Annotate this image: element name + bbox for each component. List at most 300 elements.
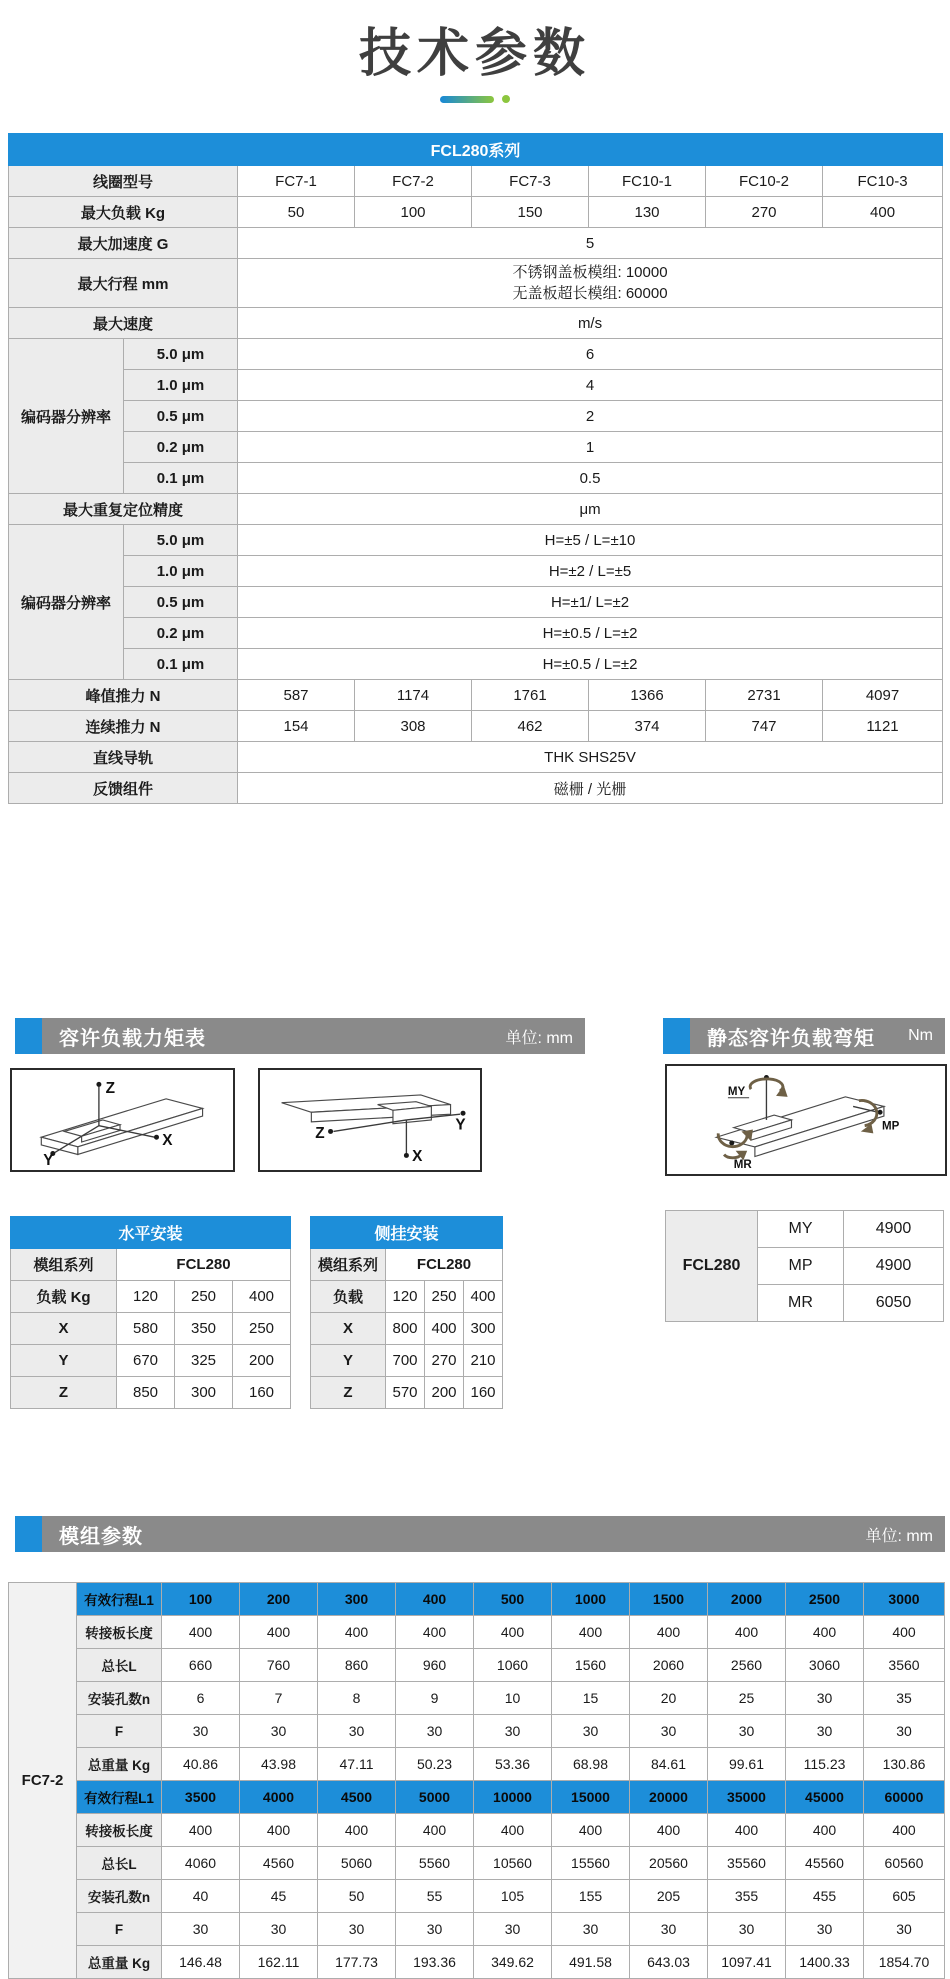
continuous-force-cell: 154 [238, 711, 355, 742]
hole-count-cell: 25 [708, 1682, 786, 1715]
hole-count-cell: 30 [786, 1682, 864, 1715]
stroke-value-cell: 2500 [786, 1583, 864, 1616]
side-table-title: 侧挂安装 [311, 1217, 503, 1249]
weight-value-cell: 491.58 [552, 1946, 630, 1979]
row-label-load: 负载 Kg [11, 1281, 117, 1313]
gradient-bar-icon [440, 96, 494, 103]
load-moment-unit-label: 单位: mm [505, 1029, 573, 1047]
weight-value-cell: 146.48 [162, 1946, 240, 1979]
series-value: FCL280 [117, 1249, 291, 1281]
adapter-length-cell: 400 [318, 1616, 396, 1649]
spec-row-cont-force [9, 711, 943, 742]
max-stroke-line1: 不锈钢盖板模组: 10000 [512, 264, 668, 282]
f-value-cell: 30 [630, 1715, 708, 1748]
row-label-y: Y [11, 1345, 117, 1377]
horizontal-install-table [10, 1216, 291, 1409]
side-row-z [311, 1377, 503, 1409]
side-series-row [311, 1249, 503, 1281]
weight-value-cell: 84.61 [630, 1748, 708, 1781]
spec-row-enc-speed-4 [9, 463, 943, 494]
max-accel-value: 5 [238, 228, 943, 259]
spec-row-feedback [9, 773, 943, 804]
weight-value-cell: 177.73 [318, 1946, 396, 1979]
adapter-length-cell: 400 [162, 1616, 240, 1649]
module-unit-label: 单位: mm [865, 1527, 933, 1545]
module-row-f-b [9, 1913, 945, 1946]
spec-row-repeatability [9, 494, 943, 525]
side-mount-diagram [258, 1068, 482, 1172]
module-row-stroke-b [9, 1781, 945, 1814]
hole-count-cell: 6 [162, 1682, 240, 1715]
enc-sub-label: 0.2 μm [124, 618, 238, 649]
stroke-value-cell: 2000 [708, 1583, 786, 1616]
total-length-cell: 3560 [864, 1649, 945, 1682]
static-series-cell: FCL280 [666, 1211, 758, 1322]
axis-label-y: Y [43, 1152, 54, 1167]
row-label-x: X [11, 1313, 117, 1345]
z-value-cell: 160 [464, 1377, 503, 1409]
total-length-cell: 1060 [474, 1649, 552, 1682]
axis-label-x: X [412, 1148, 423, 1166]
peak-force-cell: 1174 [355, 680, 472, 711]
hole-count-cell: 455 [786, 1880, 864, 1913]
series-label: 模组系列 [311, 1249, 386, 1281]
z-value-cell: 300 [175, 1377, 233, 1409]
enc-speed-value: 2 [238, 401, 943, 432]
total-length-cell: 860 [318, 1649, 396, 1682]
total-length-cell: 10560 [474, 1847, 552, 1880]
spec-series-title: FCL280系列 [9, 134, 943, 166]
load-value-cell: 250 [425, 1281, 464, 1313]
coil-model-cell: FC7-3 [472, 166, 589, 197]
row-label-f: F [77, 1913, 162, 1946]
hole-count-cell: 7 [240, 1682, 318, 1715]
stroke-value-cell: 4500 [318, 1781, 396, 1814]
moment-value-cell: 6050 [844, 1285, 944, 1322]
adapter-length-cell: 400 [396, 1814, 474, 1847]
moment-label-my: MY [727, 1086, 746, 1099]
peak-force-cell: 4097 [823, 680, 943, 711]
f-value-cell: 30 [396, 1913, 474, 1946]
green-dot-icon [502, 95, 510, 103]
horizontal-row-x [11, 1313, 291, 1345]
peak-force-cell: 1761 [472, 680, 589, 711]
peak-force-cell: 1366 [589, 680, 706, 711]
load-moment-section-bar [15, 1018, 585, 1054]
x-value-cell: 250 [233, 1313, 291, 1345]
f-value-cell: 30 [474, 1913, 552, 1946]
weight-value-cell: 162.11 [240, 1946, 318, 1979]
module-row-stroke-a [9, 1583, 945, 1616]
weight-value-cell: 68.98 [552, 1748, 630, 1781]
total-length-cell: 760 [240, 1649, 318, 1682]
adapter-length-cell: 400 [552, 1814, 630, 1847]
f-value-cell: 30 [864, 1715, 945, 1748]
stroke-value-cell: 100 [162, 1583, 240, 1616]
moment-name-cell: MR [758, 1285, 844, 1322]
hole-count-cell: 55 [396, 1880, 474, 1913]
module-row-weight-a [9, 1748, 945, 1781]
enc-sub-label: 0.1 μm [124, 463, 238, 494]
row-label-y: Y [311, 1345, 386, 1377]
enc-precision-value: H=±0.5 / L=±2 [238, 649, 943, 680]
static-moment-section-bar [663, 1018, 945, 1054]
hole-count-cell: 105 [474, 1880, 552, 1913]
adapter-length-cell: 400 [318, 1814, 396, 1847]
load-value-cell: 120 [117, 1281, 175, 1313]
continuous-force-cell: 462 [472, 711, 589, 742]
x-value-cell: 400 [425, 1313, 464, 1345]
load-moment-section-title: 容许负载力矩表 [59, 1027, 206, 1050]
hole-count-cell: 605 [864, 1880, 945, 1913]
feedback-value: 磁栅 / 光栅 [238, 773, 943, 804]
section-accent-square-icon [15, 1516, 42, 1552]
enc-sub-label: 0.5 μm [124, 401, 238, 432]
y-value-cell: 325 [175, 1345, 233, 1377]
stroke-value-cell: 60000 [864, 1781, 945, 1814]
module-row-adapter-a [9, 1616, 945, 1649]
spec-row-max-speed [9, 308, 943, 339]
stroke-value-cell: 3000 [864, 1583, 945, 1616]
moment-value-cell: 4900 [844, 1248, 944, 1285]
total-length-cell: 60560 [864, 1847, 945, 1880]
total-length-cell: 15560 [552, 1847, 630, 1880]
f-value-cell: 30 [786, 1715, 864, 1748]
module-parameters-table [8, 1582, 945, 1979]
continuous-force-cell: 308 [355, 711, 472, 742]
y-value-cell: 670 [117, 1345, 175, 1377]
row-label-max-stroke: 最大行程 mm [9, 259, 238, 308]
weight-value-cell: 1097.41 [708, 1946, 786, 1979]
row-label-rail: 直线导轨 [9, 742, 238, 773]
total-length-cell: 20560 [630, 1847, 708, 1880]
static-moment-diagram [665, 1064, 947, 1176]
row-label-stroke: 有效行程L1 [77, 1781, 162, 1814]
stroke-value-cell: 20000 [630, 1781, 708, 1814]
y-value-cell: 210 [464, 1345, 503, 1377]
weight-value-cell: 349.62 [474, 1946, 552, 1979]
module-row-f-a [9, 1715, 945, 1748]
y-value-cell: 200 [233, 1345, 291, 1377]
x-value-cell: 580 [117, 1313, 175, 1345]
coil-model-cell: FC7-2 [355, 166, 472, 197]
weight-value-cell: 43.98 [240, 1748, 318, 1781]
row-label-max-load: 最大负载 Kg [9, 197, 238, 228]
weight-value-cell: 40.86 [162, 1748, 240, 1781]
adapter-length-cell: 400 [474, 1616, 552, 1649]
hole-count-cell: 20 [630, 1682, 708, 1715]
section-accent-square-icon [663, 1018, 690, 1054]
f-value-cell: 30 [162, 1913, 240, 1946]
module-row-holes-b [9, 1880, 945, 1913]
load-value-cell: 400 [233, 1281, 291, 1313]
row-label-weight: 总重量 Kg [77, 1946, 162, 1979]
stroke-value-cell: 500 [474, 1583, 552, 1616]
enc-sub-label: 0.5 μm [124, 587, 238, 618]
f-value-cell: 30 [240, 1715, 318, 1748]
spec-row-enc-prec-1 [9, 556, 943, 587]
x-value-cell: 300 [464, 1313, 503, 1345]
side-table-header-row [311, 1217, 503, 1249]
horizontal-table-header-row [11, 1217, 291, 1249]
z-value-cell: 160 [233, 1377, 291, 1409]
hole-count-cell: 8 [318, 1682, 396, 1715]
row-label-max-accel: 最大加速度 G [9, 228, 238, 259]
row-label-f: F [77, 1715, 162, 1748]
x-value-cell: 800 [386, 1313, 425, 1345]
module-row-total-a [9, 1649, 945, 1682]
total-length-cell: 2560 [708, 1649, 786, 1682]
row-label-weight: 总重量 Kg [77, 1748, 162, 1781]
enc-sub-label: 0.1 μm [124, 649, 238, 680]
enc-precision-value: H=±1/ L=±2 [238, 587, 943, 618]
moment-label-mp: MP [882, 1120, 900, 1133]
total-length-cell: 35560 [708, 1847, 786, 1880]
row-label-repeatability: 最大重复定位精度 [9, 494, 238, 525]
adapter-length-cell: 400 [708, 1814, 786, 1847]
horizontal-series-row [11, 1249, 291, 1281]
stroke-value-cell: 15000 [552, 1781, 630, 1814]
series-value: FCL280 [386, 1249, 503, 1281]
module-row-adapter-b [9, 1814, 945, 1847]
static-row-my [666, 1211, 944, 1248]
total-length-cell: 960 [396, 1649, 474, 1682]
spec-row-enc-prec-3 [9, 618, 943, 649]
stroke-value-cell: 1500 [630, 1583, 708, 1616]
f-value-cell: 30 [708, 1913, 786, 1946]
hole-count-cell: 15 [552, 1682, 630, 1715]
max-stroke-line2: 无盖板超长模组: 60000 [512, 285, 668, 303]
row-label-adapter: 转接板长度 [77, 1814, 162, 1847]
stroke-value-cell: 1000 [552, 1583, 630, 1616]
stroke-value-cell: 200 [240, 1583, 318, 1616]
weight-value-cell: 1854.70 [864, 1946, 945, 1979]
enc-speed-value: 6 [238, 339, 943, 370]
max-load-cell: 150 [472, 197, 589, 228]
enc-speed-value: 1 [238, 432, 943, 463]
spec-row-enc-speed-3 [9, 432, 943, 463]
load-value-cell: 250 [175, 1281, 233, 1313]
spec-row-enc-speed-0 [9, 339, 943, 370]
spec-row-peak-force [9, 680, 943, 711]
enc-precision-value: H=±5 / L=±10 [238, 525, 943, 556]
load-value-cell: 120 [386, 1281, 425, 1313]
stroke-value-cell: 10000 [474, 1781, 552, 1814]
max-stroke-value [238, 259, 943, 308]
enc-sub-label: 1.0 μm [124, 556, 238, 587]
static-moment-unit-label: Nm [908, 1027, 933, 1045]
adapter-length-cell: 400 [630, 1814, 708, 1847]
f-value-cell: 30 [162, 1715, 240, 1748]
repeatability-value: μm [238, 494, 943, 525]
static-moment-table [665, 1210, 944, 1322]
row-label-total-length: 总长L [77, 1847, 162, 1880]
spec-table [8, 133, 943, 804]
moment-value-cell: 4900 [844, 1211, 944, 1248]
enc-sub-label: 5.0 μm [124, 525, 238, 556]
max-load-cell: 50 [238, 197, 355, 228]
y-value-cell: 270 [425, 1345, 464, 1377]
weight-value-cell: 115.23 [786, 1748, 864, 1781]
enc-sub-label: 5.0 μm [124, 339, 238, 370]
module-section-title: 模组参数 [59, 1525, 143, 1548]
rail-value: THK SHS25V [238, 742, 943, 773]
spec-row-coil-model [9, 166, 943, 197]
module-section-bar [15, 1516, 945, 1552]
hole-count-cell: 355 [708, 1880, 786, 1913]
weight-value-cell: 99.61 [708, 1748, 786, 1781]
y-value-cell: 700 [386, 1345, 425, 1377]
adapter-length-cell: 400 [552, 1616, 630, 1649]
module-row-weight-b [9, 1946, 945, 1979]
f-value-cell: 30 [630, 1913, 708, 1946]
row-label-feedback: 反馈组件 [9, 773, 238, 804]
hole-count-cell: 35 [864, 1682, 945, 1715]
spec-row-rail [9, 742, 943, 773]
axis-label-x: X [162, 1132, 173, 1150]
axis-label-z: Z [315, 1125, 325, 1143]
weight-value-cell: 643.03 [630, 1946, 708, 1979]
weight-value-cell: 193.36 [396, 1946, 474, 1979]
load-moment-section [0, 1018, 950, 1406]
enc-precision-value: H=±0.5 / L=±2 [238, 618, 943, 649]
hole-count-cell: 50 [318, 1880, 396, 1913]
max-load-cell: 270 [706, 197, 823, 228]
max-load-cell: 130 [589, 197, 706, 228]
z-value-cell: 570 [386, 1377, 425, 1409]
adapter-length-cell: 400 [240, 1616, 318, 1649]
rail-axes-zyx-icon [260, 1070, 476, 1166]
row-label-z: Z [11, 1377, 117, 1409]
continuous-force-cell: 1121 [823, 711, 943, 742]
adapter-length-cell: 400 [786, 1814, 864, 1847]
moment-label-mr: MR [733, 1159, 752, 1171]
total-length-cell: 4060 [162, 1847, 240, 1880]
side-row-x [311, 1313, 503, 1345]
stroke-value-cell: 5000 [396, 1781, 474, 1814]
static-moment-section-title: 静态容许负载弯矩 [707, 1027, 875, 1050]
row-label-adapter: 转接板长度 [77, 1616, 162, 1649]
enc-speed-value: 4 [238, 370, 943, 401]
spec-row-max-accel [9, 228, 943, 259]
z-value-cell: 200 [425, 1377, 464, 1409]
rail-moments-my-mp-mr-icon [667, 1066, 941, 1170]
spec-row-enc-speed-2 [9, 401, 943, 432]
f-value-cell: 30 [552, 1715, 630, 1748]
side-install-table [310, 1216, 503, 1409]
adapter-length-cell: 400 [396, 1616, 474, 1649]
row-label-hole-count: 安装孔数n [77, 1880, 162, 1913]
moment-name-cell: MY [758, 1211, 844, 1248]
f-value-cell: 30 [474, 1715, 552, 1748]
page-title: 技术参数 [358, 25, 591, 83]
adapter-length-cell: 400 [864, 1814, 945, 1847]
coil-model-cell: FC10-2 [706, 166, 823, 197]
spec-row-enc-speed-1 [9, 370, 943, 401]
enc-precision-value: H=±2 / L=±5 [238, 556, 943, 587]
stroke-value-cell: 35000 [708, 1781, 786, 1814]
horizontal-mount-diagram [10, 1068, 235, 1172]
spec-series-row [9, 134, 943, 166]
total-length-cell: 4560 [240, 1847, 318, 1880]
adapter-length-cell: 400 [630, 1616, 708, 1649]
horizontal-row-z [11, 1377, 291, 1409]
f-value-cell: 30 [396, 1715, 474, 1748]
side-row-y [311, 1345, 503, 1377]
row-label-cont-force: 连续推力 N [9, 711, 238, 742]
weight-value-cell: 53.36 [474, 1748, 552, 1781]
hole-count-cell: 10 [474, 1682, 552, 1715]
axis-label-y: Y [455, 1116, 466, 1134]
coil-model-cell: FC10-3 [823, 166, 943, 197]
stroke-value-cell: 4000 [240, 1781, 318, 1814]
continuous-force-cell: 747 [706, 711, 823, 742]
stroke-value-cell: 3500 [162, 1781, 240, 1814]
hole-count-cell: 155 [552, 1880, 630, 1913]
enc-speed-value: 0.5 [238, 463, 943, 494]
max-load-cell: 400 [823, 197, 943, 228]
module-model-cell: FC7-2 [9, 1583, 77, 1979]
enc-sub-label: 1.0 μm [124, 370, 238, 401]
spec-row-enc-prec-4 [9, 649, 943, 680]
weight-value-cell: 130.86 [864, 1748, 945, 1781]
row-label-coil-model: 线圈型号 [9, 166, 238, 197]
coil-model-cell: FC7-1 [238, 166, 355, 197]
total-length-cell: 1560 [552, 1649, 630, 1682]
row-label-total-length: 总长L [77, 1649, 162, 1682]
hole-count-cell: 205 [630, 1880, 708, 1913]
z-value-cell: 850 [117, 1377, 175, 1409]
spec-row-max-stroke [9, 259, 943, 308]
f-value-cell: 30 [786, 1913, 864, 1946]
section-accent-square-icon [15, 1018, 42, 1054]
x-value-cell: 350 [175, 1313, 233, 1345]
side-row-load [311, 1281, 503, 1313]
row-label-z: Z [311, 1377, 386, 1409]
stroke-value-cell: 400 [396, 1583, 474, 1616]
coil-model-cell: FC10-1 [589, 166, 706, 197]
f-value-cell: 30 [240, 1913, 318, 1946]
peak-force-cell: 587 [238, 680, 355, 711]
spec-row-enc-prec-2 [9, 587, 943, 618]
moment-name-cell: MP [758, 1248, 844, 1285]
hole-count-cell: 40 [162, 1880, 240, 1913]
total-length-cell: 3060 [786, 1649, 864, 1682]
row-label-x: X [311, 1313, 386, 1345]
total-length-cell: 2060 [630, 1649, 708, 1682]
f-value-cell: 30 [552, 1913, 630, 1946]
peak-force-cell: 2731 [706, 680, 823, 711]
f-value-cell: 30 [864, 1913, 945, 1946]
stroke-value-cell: 45000 [786, 1781, 864, 1814]
horizontal-table-title: 水平安装 [11, 1217, 291, 1249]
adapter-length-cell: 400 [474, 1814, 552, 1847]
row-label-max-speed: 最大速度 [9, 308, 238, 339]
title-underline [0, 95, 950, 103]
continuous-force-cell: 374 [589, 711, 706, 742]
weight-value-cell: 47.11 [318, 1748, 396, 1781]
axis-label-z: Z [105, 1080, 116, 1098]
row-label-hole-count: 安装孔数n [77, 1682, 162, 1715]
total-length-cell: 45560 [786, 1847, 864, 1880]
max-load-cell: 100 [355, 197, 472, 228]
module-row-total-b [9, 1847, 945, 1880]
adapter-length-cell: 400 [786, 1616, 864, 1649]
series-label: 模组系列 [11, 1249, 117, 1281]
enc-sub-label: 0.2 μm [124, 432, 238, 463]
row-label-encoder-resolution-speed: 编码器分辨率 [9, 339, 124, 494]
hole-count-cell: 9 [396, 1682, 474, 1715]
